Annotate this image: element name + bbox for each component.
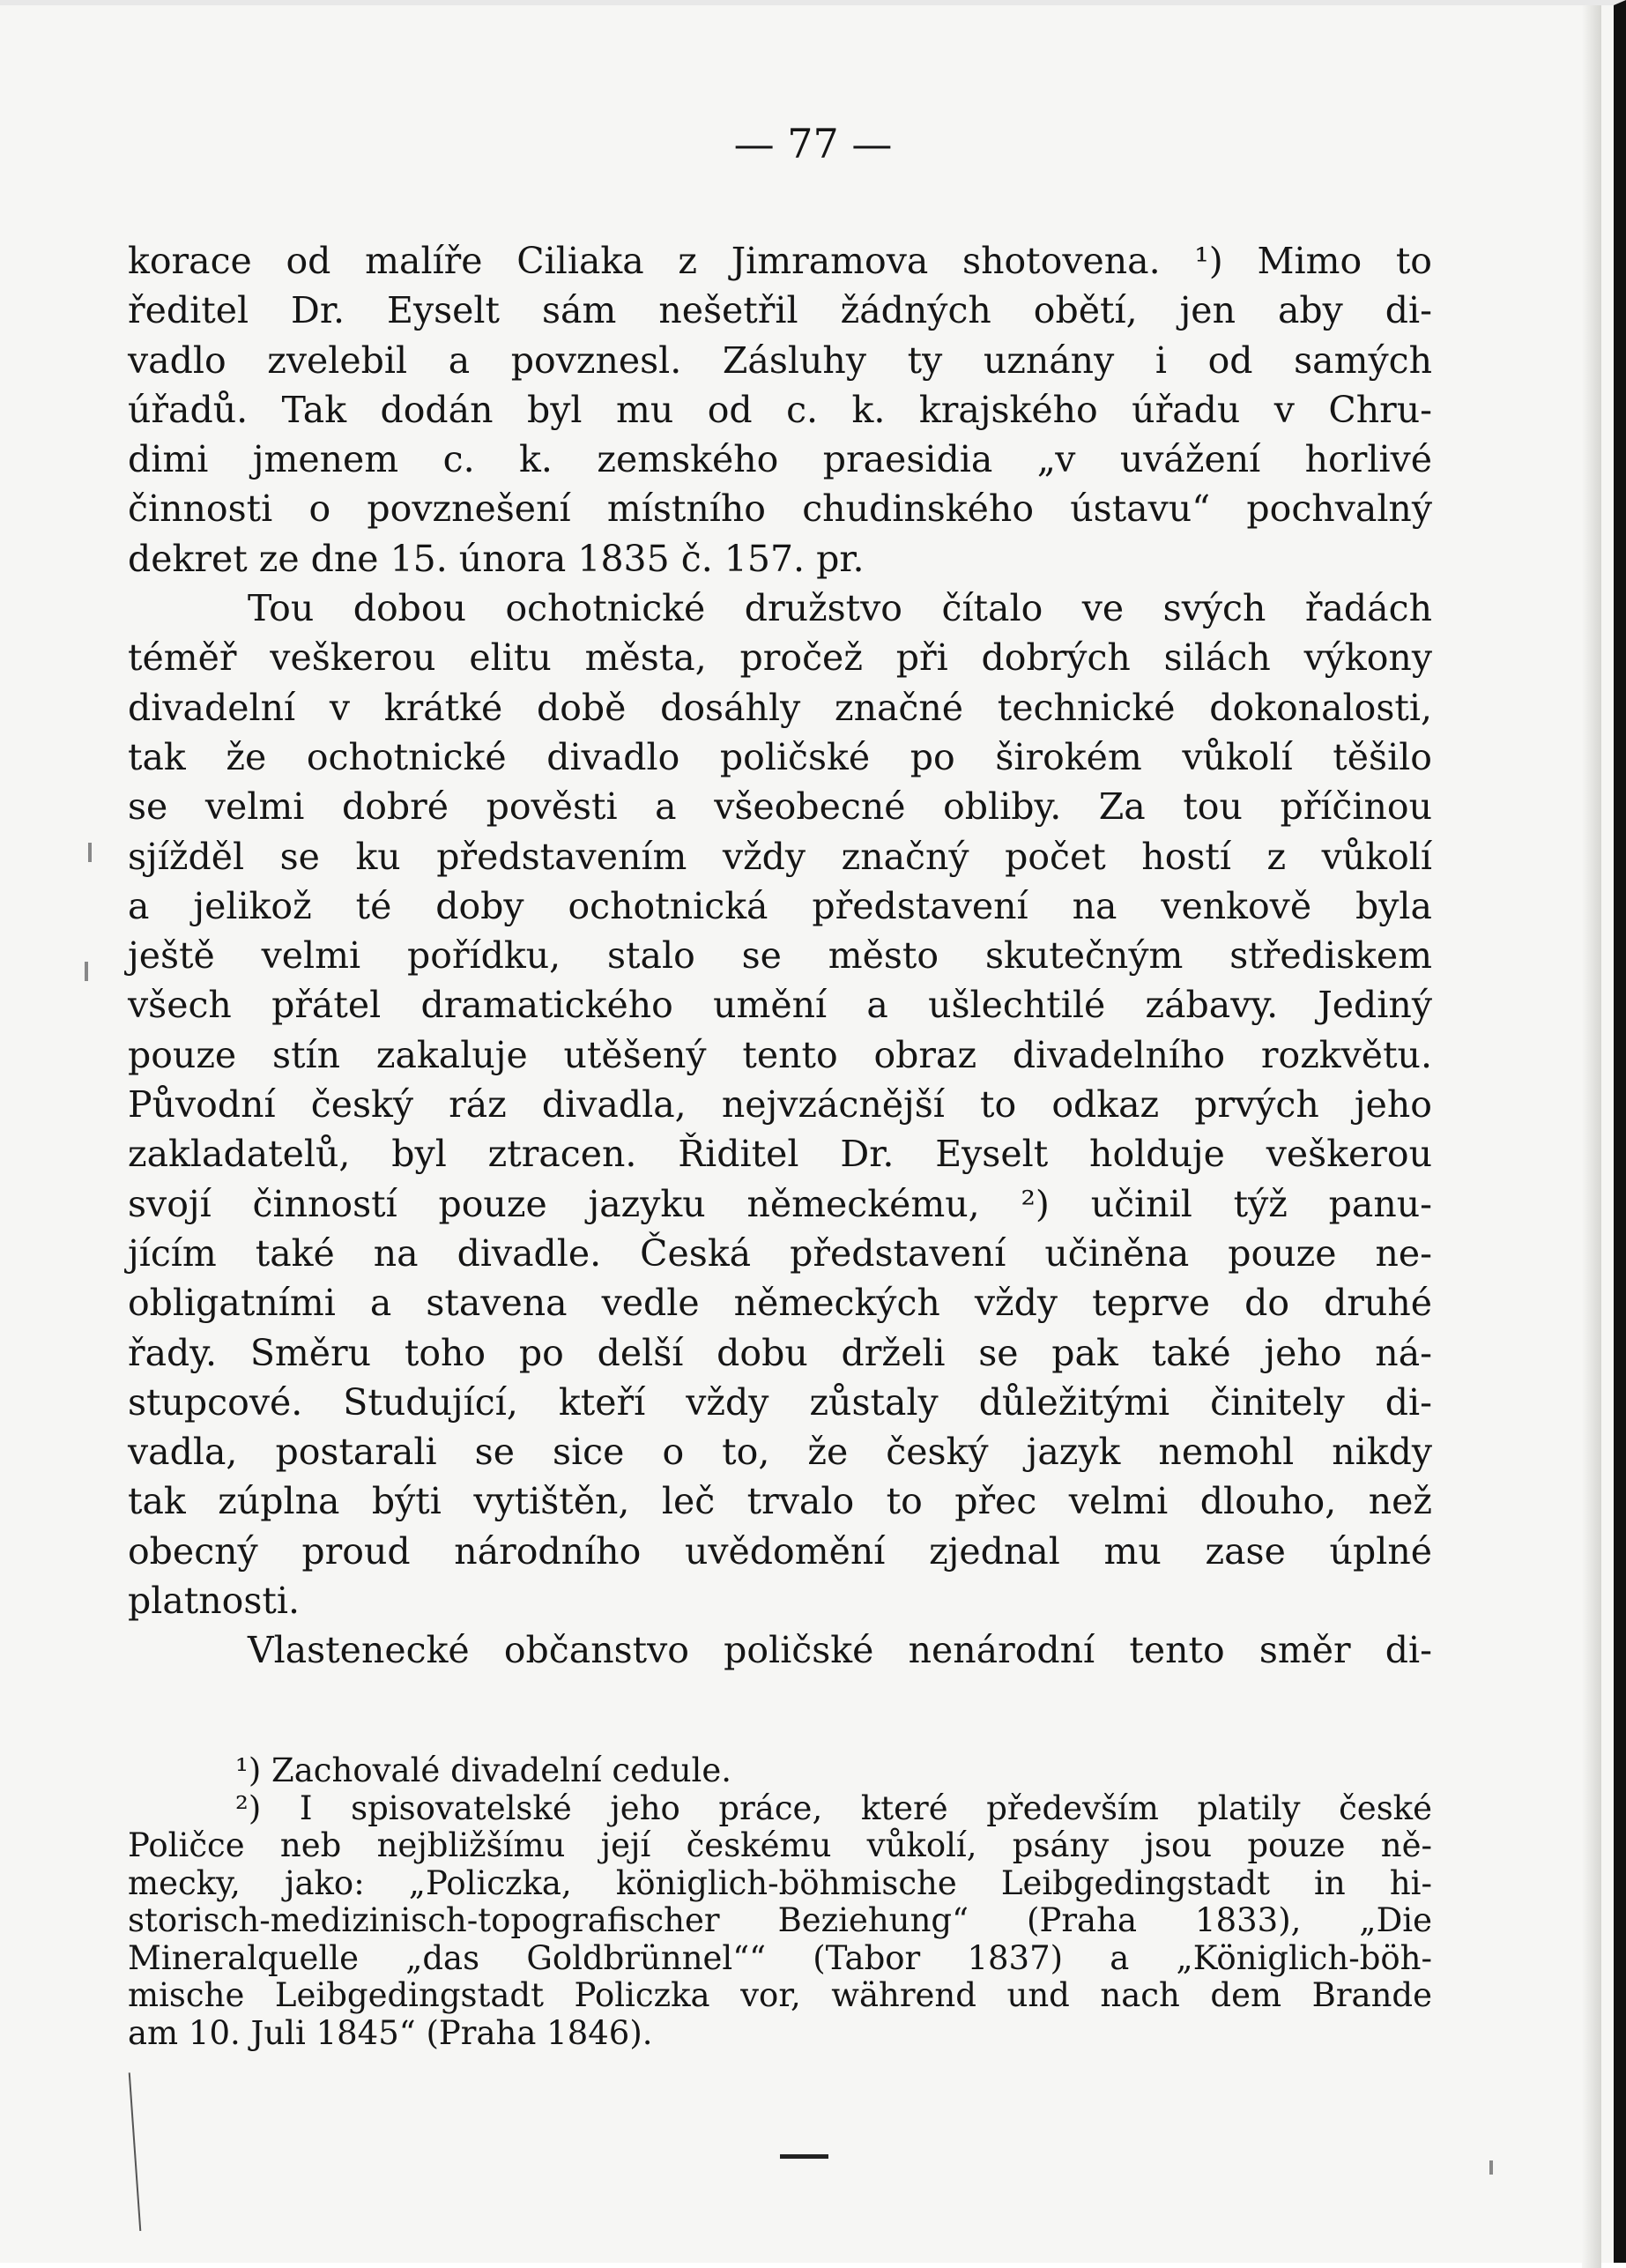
- footnotes: [128, 1752, 1432, 2052]
- text-line: obecný proud národního uvědomění zjednal mu zase úplné: [128, 1529, 1432, 1573]
- scan-scratch-mark: [129, 2072, 147, 2231]
- text-line: stupcové. Studující, kteří vždy zůstaly důležitými činitely di-: [128, 1380, 1432, 1424]
- text-line: téměř veškerou elitu města, pročež při dobrých silách výkony: [128, 636, 1432, 680]
- text-line: korace od malíře Ciliaka z Jimramova shotovena. ¹) Mimo to: [128, 240, 1432, 282]
- page-number: — 77 —: [733, 120, 893, 167]
- footnote-line: ²) I spisovatelské jeho práce, které především platily české: [235, 1788, 1432, 1827]
- text-line: obligatními a stavena vedle německých vždy teprve do druhé: [128, 1282, 1432, 1325]
- text-line: řady. Směru toho po delší dobu drželi se pak také jeho ná-: [128, 1331, 1432, 1374]
- text-line: platnosti.: [128, 1580, 301, 1623]
- text-line: sjížděl se ku představením vždy značný počet hostí z vůkolí: [128, 835, 1432, 878]
- text-line: se velmi dobré pověsti a všeobecné obliby. Za tou příčinou: [128, 785, 1432, 829]
- text-line: Původní český ráz divadla, nejvzácnější to odkaz prvých jeho: [128, 1083, 1432, 1127]
- text-line: úřadů. Tak dodán byl mu od c. k. krajského úřadu v Chru-: [128, 388, 1432, 431]
- text-line: vadla, postarali se sice o to, že český jazyk nemohl nikdy: [128, 1431, 1432, 1474]
- end-dash: [780, 2154, 828, 2159]
- text-line: ještě velmi pořídku, stalo se město skutečným střediskem: [128, 934, 1432, 978]
- text-line: dimi jmenem c. k. zemského praesidia „v uvážení horlivé: [128, 438, 1432, 481]
- footnote-line: Mineralquelle „das Goldbrünnel““ (Tabor 1837) a „Königlich-böh-: [128, 1938, 1432, 1977]
- text-line: a jelikož té doby ochotnická představení na venkově byla: [128, 884, 1432, 927]
- text-line: Tou dobou ochotnické družstvo čítalo ve svých řadách: [248, 587, 1432, 630]
- footnote-line: am 10. Juli 1845“ (Praha 1846).: [128, 2013, 653, 2052]
- text-line: zakladatelů, byl ztracen. Řiditel Dr. Eyselt holduje veškerou: [128, 1133, 1432, 1176]
- text-line: divadelní v krátké době dosáhly značné technické dokonalosti,: [128, 686, 1432, 729]
- footnote-line: Poličce neb nejbližšímu její českému vůkolí, psány jsou pouze ně-: [128, 1826, 1432, 1864]
- footnote-line: mische Leibgedingstadt Policzka vor, während und nach dem Brande: [128, 1976, 1432, 2014]
- footnote-line: mecky, jako: „Policzka, königlich-böhmische Leibgedingstadt in hi-: [128, 1863, 1432, 1902]
- text-line: vadlo zvelebil a povznesl. Zásluhy ty uznány i od samých: [128, 338, 1432, 382]
- body-text: [128, 236, 1432, 1676]
- footnote-line: ¹) Zachovalé divadelní cedule.: [235, 1751, 732, 1789]
- text-line: svojí činností pouze jazyku německému, ²) učinil týž panu-: [128, 1182, 1432, 1225]
- scan-mark: [85, 962, 88, 981]
- footnote-line: storisch-medizinisch-topografischer Beziehung“ (Praha 1833), „Die: [128, 1901, 1432, 1939]
- text-line: tak zúplna býti vytištěn, leč trvalo to přec velmi dlouho, než: [128, 1480, 1432, 1523]
- page-edge-shadow: [1582, 5, 1601, 2268]
- text-line: činnosti o povznešení místního chudinského ústavu“ pochvalný: [128, 487, 1432, 531]
- scan-mark: [1489, 2160, 1493, 2175]
- scan-mark: [88, 843, 92, 862]
- text-line: pouze stín zakaluje utěšený tento obraz divadelního rozkvětu.: [128, 1033, 1432, 1076]
- text-line: ředitel Dr. Eyselt sám nešetřil žádných obětí, jen aby di-: [128, 289, 1432, 332]
- text-line: jícím také na divadle. Česká představení učiněna pouze ne-: [128, 1231, 1432, 1275]
- text-line: tak že ochotnické divadlo poličské po širokém vůkolí těšilo: [128, 735, 1432, 778]
- text-line: dekret ze dne 15. února 1835 č. 157. pr.: [128, 537, 865, 580]
- text-line: všech přátel dramatického umění a ušlechtilé zábavy. Jediný: [128, 984, 1432, 1027]
- text-line: Vlastenecké občanstvo poličské nenárodní tento směr di-: [248, 1629, 1432, 1672]
